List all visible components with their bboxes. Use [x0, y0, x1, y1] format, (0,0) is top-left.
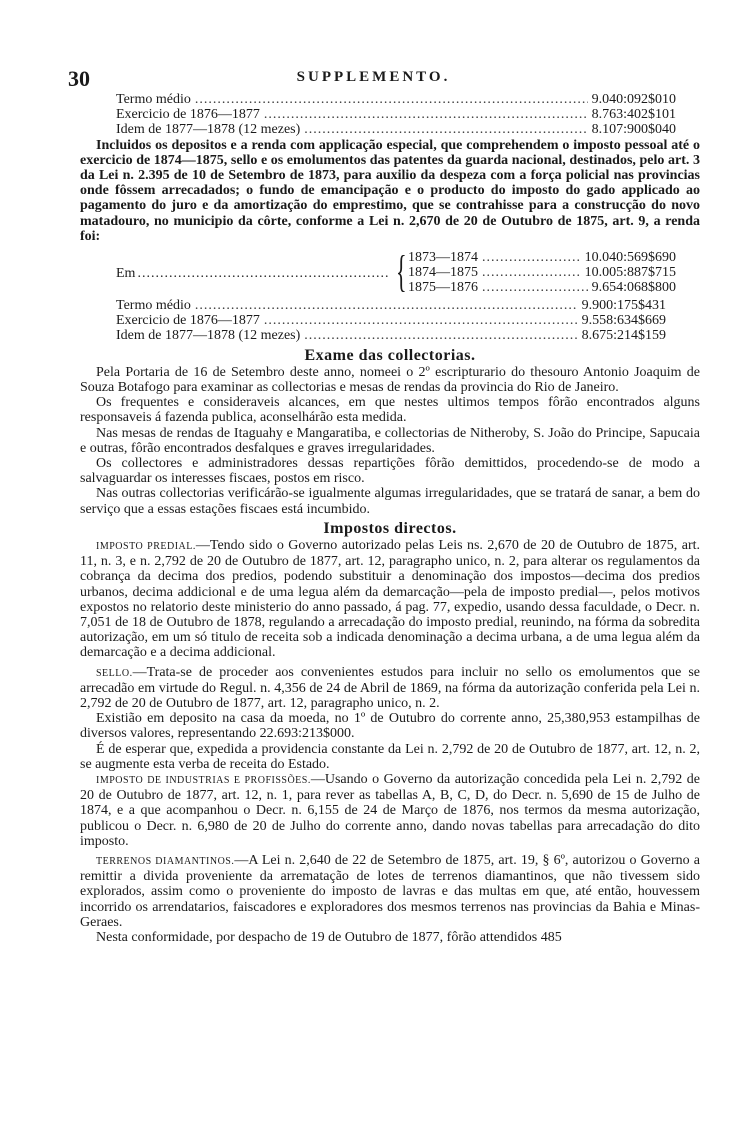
- paragraph-included: Incluidos os depositos e a renda com applicação especial, que comprehendem o imposto pessoal até o exercicio de 1874—1875, sello e os emolumentos das patentes da guarda nacional, destinados, pelo art. 3 da Lei n. 2.395 de 10 de Setembro de 1873, para auxilio da despeza com a força policial nas provincias onde fôssem arrecadados; o fundo de emancipação e o producto do imposto do gado applicado ao pagamento do juro e da amortização do emprestimo, que se contrahisse para a construcção do novo matadouro, no municipio da côrte, conforme a Lei n. 2,670 de 20 de Outubro de 1875, art. 9, a renda foi:: [80, 137, 700, 244]
- page-number: 30: [68, 66, 90, 91]
- revenue-by-year: [116, 246, 676, 298]
- paragraph: Nas mesas de rendas de Itaguahy e Mangaratiba, e collectorias de Nitheroby, S. João do Principe, Sapucaia e outras, fôrão encontrados desfalques e graves irregularidades.: [80, 425, 700, 456]
- row-label: 1875—1876: [408, 280, 478, 296]
- table-row: [116, 122, 676, 137]
- leader-dots: [264, 313, 578, 328]
- row-label: Idem de 1877—1878 (12 mezes): [116, 328, 301, 344]
- paragraph-text: —Usando o Governo da autorização concedida pela Lei n. 2,792 de 20 de Outubro de 1877, art. 12, n. 1, para rever as tabellas A, B, C, D, do Decr. n. 5,690 de 15 de Julho de 1874, e a que acompanhou o Decr. n. 6,155 de 24 de Março de 1876, nos termos da mesma autorização, publicou o Decr. n. 6,980 de 20 de Julho do corrente anno, dando novas tabellas para arrecadação do dito imposto.: [80, 772, 700, 849]
- paragraph-head: IMPOSTO PREDIAL.: [96, 540, 196, 552]
- row-value: 9.558:634$669: [581, 313, 666, 329]
- paragraph-text: —Tendo sido o Governo autorizado pelas Leis ns. 2,670 de 20 de Outubro de 1875, art. 11, n. 3, e n. 2,792 de 20 de Outubro de 1877, art. 12, paragrapho unico, n. 2, para alterar os regulamentos da cobrança da decima dos predios, podendo substituir a denominação dos impostos—decima dos predios urbanos, decima addicional e de uma legua além da demarcação—pela de imposto predial—, pelos motivos expostos no relatorio deste ministerio do anno passado, á pag. 77, expedio, usando dessa faculdade, o Decr. n. 7,051 de 18 de Outubro de 1878, regulando a arrecadação do imposto predial, reunindo, na fórma da sobredita autorização, em um só titulo de receita sob a indicada denominação a decima urbana, a de uma legua além da demarcação e a decima addicional.: [80, 537, 700, 661]
- leader-dots: [304, 122, 587, 137]
- row-label: Exercicio de 1876—1877: [116, 313, 260, 329]
- leader-dots: [264, 107, 588, 122]
- paragraph: Os frequentes e consideraveis alcances, em que nestes ultimos tempos fôrão encontrados alguns responsaveis á fazenda publica, aconselhárão esta medida.: [80, 395, 700, 426]
- paragraph: Nas outras collectorias verificárão-se igualmente algumas irregularidades, que se tratará de sanar, a bem do serviço que a essas estações fiscaes está incumbido.: [80, 486, 700, 517]
- table-row: [116, 107, 676, 122]
- table-row: [408, 265, 676, 280]
- row-label: Idem de 1877—1878 (12 mezes): [116, 122, 301, 138]
- paragraph: Pela Portaria de 16 de Setembro deste anno, nomeei o 2º escripturario do thesouro Antonio Joaquim de Souza Botafogo para examinar as collectorias e mesas de rendas da provincia do Rio de Janeiro.: [80, 364, 700, 395]
- em-label-row: [116, 266, 388, 281]
- row-label: Termo médio: [116, 297, 191, 313]
- section-title-collectorias: Exame das collectorias.: [304, 346, 476, 364]
- em-rows: [408, 250, 676, 296]
- leader-dots: [195, 298, 578, 313]
- paragraph: É de esperar que, expedida a providencia constante da Lei n. 2,792 de 20 de Outubro de 1877, art. 12, n. 2, se augmente esta verba de receita do Estado.: [80, 741, 700, 772]
- leader-dots: [304, 328, 577, 343]
- paragraph-imposto-predial: [80, 538, 700, 661]
- em-label: Em: [116, 265, 136, 281]
- table-row: [116, 328, 666, 343]
- leader-dots: [482, 265, 581, 280]
- paragraph-text: —Trata-se de proceder aos convenientes estudos para incluir no sello os emolumentos que se arrecadão em virtude do Regul. n. 4,356 de 24 de Abril de 1869, na fórma da autorização conferida pela Lei n. 2,792 de 20 de Outubro de 1877, art. 12, paragrapho unico, n. 2.: [80, 664, 700, 712]
- row-value: 9.654:068$800: [591, 280, 676, 296]
- leader-dots: [482, 250, 581, 265]
- paragraph-head: SELLO.: [96, 667, 133, 679]
- revenue-table-2: [116, 298, 666, 344]
- leader-dots: [482, 280, 588, 295]
- row-value: 9.900:175$431: [581, 297, 666, 313]
- brace-symbol: {: [396, 246, 407, 296]
- table-row: [408, 280, 676, 295]
- paragraph-head: IMPOSTO DE INDUSTRIAS E PROFISSÕES.: [96, 775, 311, 787]
- paragraph-sello: [80, 665, 700, 712]
- row-value: 8.107:900$040: [591, 122, 676, 138]
- table-row: [116, 313, 666, 328]
- row-value: 8.675:214$159: [581, 328, 666, 344]
- row-label: 1873—1874: [408, 249, 478, 265]
- paragraph-terrenos: [80, 853, 700, 930]
- row-label: Termo médio: [116, 92, 191, 107]
- paragraph-text: —A Lei n. 2,640 de 22 de Setembro de 1875, art. 19, § 6º, autorizou o Governo a remittir a divida proveniente da arrematação de lotes de terrenos diamantinos, que não tivessem sido explorados, assim como o proveniente do imposto de lavras e das multas em que, até então, houvessem incorrido os arrendatarios, faiscadores e exploradores dos mesmos terrenos nas provincias da Bahia e Minas-Geraes.: [80, 853, 700, 930]
- paragraph: Existião em deposito na casa da moeda, no 1º de Outubro do corrente anno, 25,380,953 estampilhas de diversos valores, representando 22.693:213$000.: [80, 711, 700, 742]
- table-row: [116, 92, 676, 107]
- paragraph-head: TERRENOS DIAMANTINOS.: [96, 856, 235, 868]
- paragraph: Os collectores e administradores dessas repartições fôrão demittidos, procedendo-se de modo a salvaguardar os interesses fiscaes, postos em risco.: [80, 455, 700, 487]
- row-label: Exercicio de 1876—1877: [116, 107, 260, 123]
- row-value: 8.763:402$101: [591, 107, 676, 123]
- section-title-impostos: Impostos directos.: [323, 519, 457, 537]
- leader-dots: [137, 266, 388, 281]
- row-value: 9.040:092$010: [591, 92, 676, 107]
- row-value: 10.005:887$715: [584, 265, 676, 281]
- leader-dots: [195, 92, 588, 107]
- page-header: [0, 66, 747, 90]
- row-value: 10.040:569$690: [584, 249, 676, 265]
- paragraph: Nesta conformidade, por despacho de 19 de Outubro de 1877, fôrão attendidos 485: [96, 930, 562, 946]
- row-label: 1874—1875: [408, 265, 478, 281]
- paragraph-industrias: [80, 772, 700, 849]
- running-title: SUPPLEMENTO.: [296, 69, 451, 85]
- table-row: [116, 298, 666, 313]
- revenue-table-1: [116, 92, 676, 138]
- table-row: [408, 250, 676, 265]
- page-body: [80, 92, 700, 945]
